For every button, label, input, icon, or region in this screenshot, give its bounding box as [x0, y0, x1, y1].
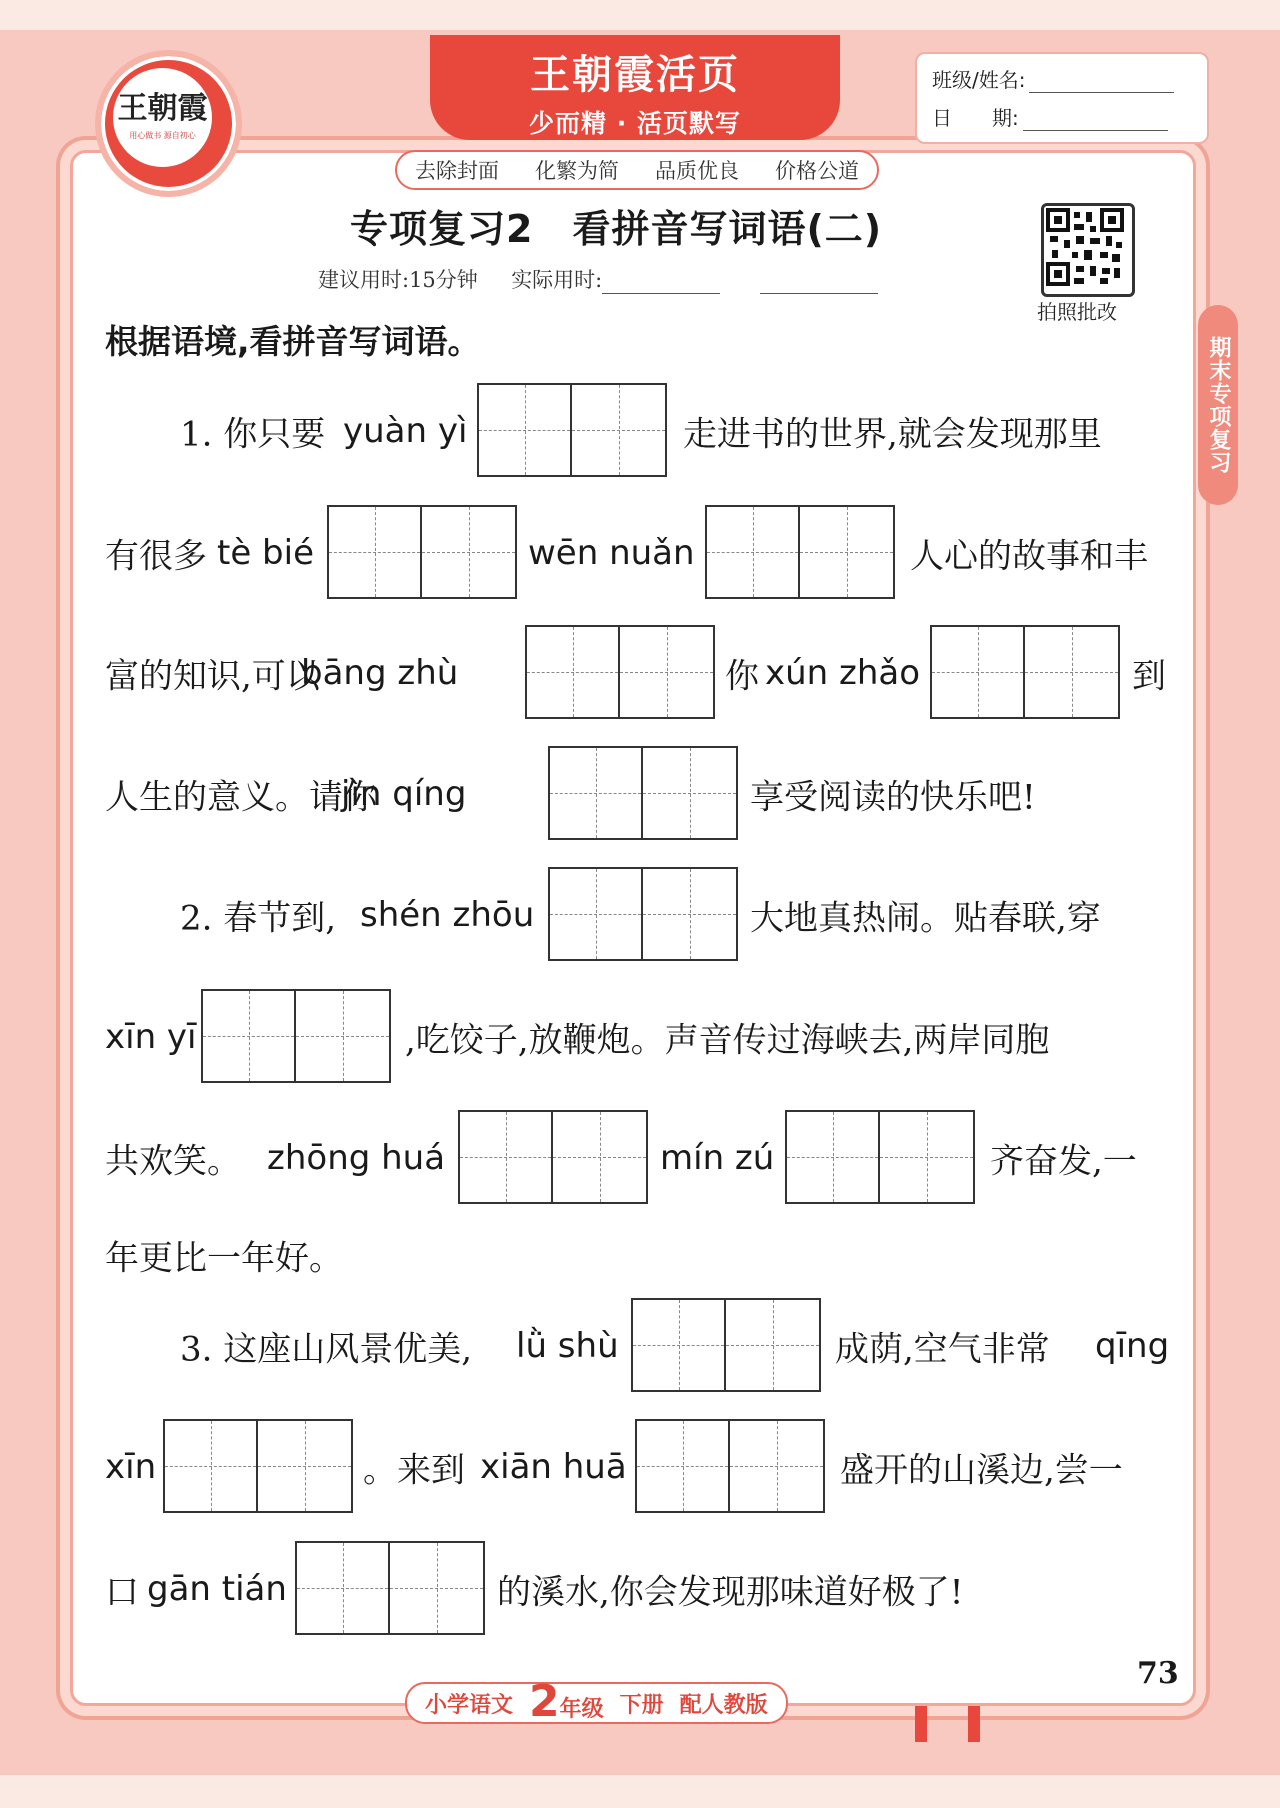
- sentence-text: 到: [1132, 656, 1166, 697]
- answer-grid[interactable]: [458, 1110, 648, 1204]
- page-title: 专项复习2 看拼音写词语(二): [350, 207, 883, 251]
- page-number: 73: [1137, 1656, 1179, 1691]
- sentence-text: 成荫,空气非常: [835, 1329, 1050, 1370]
- answer-grid[interactable]: [930, 625, 1120, 719]
- actual-time-input[interactable]: [602, 275, 720, 294]
- sentence-text: 有很多: [105, 536, 207, 577]
- exercise-line: [105, 1298, 1175, 1394]
- exercise-line: [105, 505, 1175, 601]
- sentence-text: 2. 春节到,: [180, 898, 337, 939]
- pinyin-prompt: jìn qíng: [341, 774, 467, 814]
- binding-mark: [968, 1706, 980, 1742]
- actual-time-label: 实际用时:: [511, 268, 603, 292]
- binding-mark: [915, 1706, 927, 1742]
- sentence-text: 年更比一年好。: [105, 1238, 343, 1279]
- exercise-line: [105, 1205, 1175, 1305]
- answer-grid[interactable]: [548, 746, 738, 840]
- sentence-text: 3. 这座山风景优美,: [180, 1329, 473, 1370]
- sentence-text: 盛开的山溪边,尝一: [840, 1450, 1123, 1491]
- banner-title: 王朝霞活页: [530, 52, 740, 98]
- exercise-line: [105, 1541, 1175, 1637]
- answer-grid[interactable]: [327, 505, 517, 599]
- qr-caption: 拍照批改: [1037, 300, 1117, 324]
- slogan-item: 去除封面: [415, 159, 499, 183]
- pinyin-prompt: bāng zhù: [301, 653, 459, 693]
- pinyin-prompt: xīn yī: [105, 1017, 197, 1057]
- instruction: 根据语境,看拼音写词语。: [105, 322, 481, 361]
- slogan-item: 品质优良: [655, 159, 739, 183]
- pinyin-prompt: qīng: [1095, 1326, 1170, 1366]
- pinyin-prompt: shén zhōu: [360, 895, 535, 935]
- sentence-text: 人生的意义。请你: [105, 777, 377, 818]
- pinyin-prompt: lǜ shù: [516, 1326, 619, 1366]
- footer-edition: 配人教版: [679, 1692, 768, 1718]
- footer-grade-number: 2: [529, 1676, 560, 1727]
- pinyin-prompt: xún zhǎo: [765, 653, 921, 693]
- sentence-text: 大地真热闹。贴春联,穿: [750, 898, 1101, 939]
- sentence-text: 口: [105, 1572, 139, 1613]
- pinyin-prompt: gān tián: [147, 1569, 287, 1609]
- banner-subtitle: 少而精 · 活页默写: [529, 109, 741, 138]
- footer-volume: 下册: [619, 1692, 664, 1718]
- sentence-text: 的溪水,你会发现那味道好极了!: [497, 1572, 964, 1613]
- sentence-text: 走进书的世界,就会发现那里: [683, 414, 1102, 455]
- answer-grid[interactable]: [635, 1419, 825, 1513]
- exercise-line: [105, 1419, 1175, 1515]
- exercise-line: [105, 625, 1175, 721]
- slogan-item: 化繁为简: [535, 159, 619, 183]
- brand-banner: [430, 35, 840, 140]
- sentence-text: 1. 你只要: [180, 414, 326, 455]
- logo-text: 王朝霞: [117, 91, 208, 126]
- answer-grid[interactable]: [785, 1110, 975, 1204]
- qr-code-icon: [1044, 206, 1126, 288]
- sentence-text: 齐奋发,一: [990, 1141, 1137, 1182]
- exercise-line: [105, 746, 1175, 842]
- exercise-line: [105, 867, 1175, 963]
- slogan-bar: [395, 150, 879, 190]
- date-label: 日 期:: [932, 106, 1019, 130]
- sentence-text: 享受阅读的快乐吧!: [750, 777, 1036, 818]
- actual-time-input-2[interactable]: [760, 275, 878, 294]
- time-row: [318, 264, 878, 294]
- side-tab: 期末专项复习: [1198, 305, 1238, 505]
- sentence-text: 。来到: [363, 1450, 465, 1491]
- date-input[interactable]: [1023, 108, 1168, 131]
- answer-grid[interactable]: [548, 867, 738, 961]
- answer-grid[interactable]: [705, 505, 895, 599]
- exercise-line: [105, 1110, 1175, 1206]
- suggested-time: 建议用时:15分钟: [318, 268, 478, 292]
- sentence-text: 你: [725, 656, 759, 697]
- date-row: [932, 102, 1168, 131]
- qr-code[interactable]: [1041, 203, 1135, 297]
- answer-grid[interactable]: [525, 625, 715, 719]
- footer-grade-label: 年级: [559, 1697, 604, 1722]
- exercise-line: [105, 383, 1175, 479]
- class-name-row: [932, 64, 1174, 93]
- footer-bar: [405, 1676, 788, 1727]
- pinyin-prompt: xiān huā: [480, 1447, 627, 1487]
- exercise-line: [105, 989, 1175, 1085]
- pinyin-prompt: yuàn yì: [343, 411, 468, 451]
- answer-grid[interactable]: [163, 1419, 353, 1513]
- pinyin-prompt: zhōng huá: [267, 1138, 446, 1178]
- sentence-text: 富的知识,可以: [105, 656, 320, 697]
- pinyin-prompt: mín zú: [660, 1138, 775, 1178]
- sentence-text: ,吃饺子,放鞭炮。声音传过海峡去,两岸同胞: [405, 1020, 1050, 1061]
- sentence-text: 共欢笑。: [105, 1141, 241, 1182]
- slogan-item: 价格公道: [775, 159, 859, 183]
- logo-subtitle: 用心做书 源自初心: [129, 131, 196, 140]
- pinyin-prompt: xīn: [105, 1447, 157, 1487]
- class-name-label: 班级/姓名:: [932, 68, 1026, 92]
- answer-grid[interactable]: [631, 1298, 821, 1392]
- pinyin-prompt: tè bié: [217, 533, 315, 573]
- answer-grid[interactable]: [295, 1541, 485, 1635]
- footer-subject: 小学语文: [425, 1692, 514, 1718]
- student-info-box: [915, 52, 1209, 144]
- class-name-input[interactable]: [1029, 70, 1174, 93]
- pinyin-prompt: wēn nuǎn: [528, 533, 695, 573]
- answer-grid[interactable]: [201, 989, 391, 1083]
- publisher-logo: [95, 50, 242, 197]
- sentence-text: 人心的故事和丰: [910, 536, 1148, 577]
- answer-grid[interactable]: [477, 383, 667, 477]
